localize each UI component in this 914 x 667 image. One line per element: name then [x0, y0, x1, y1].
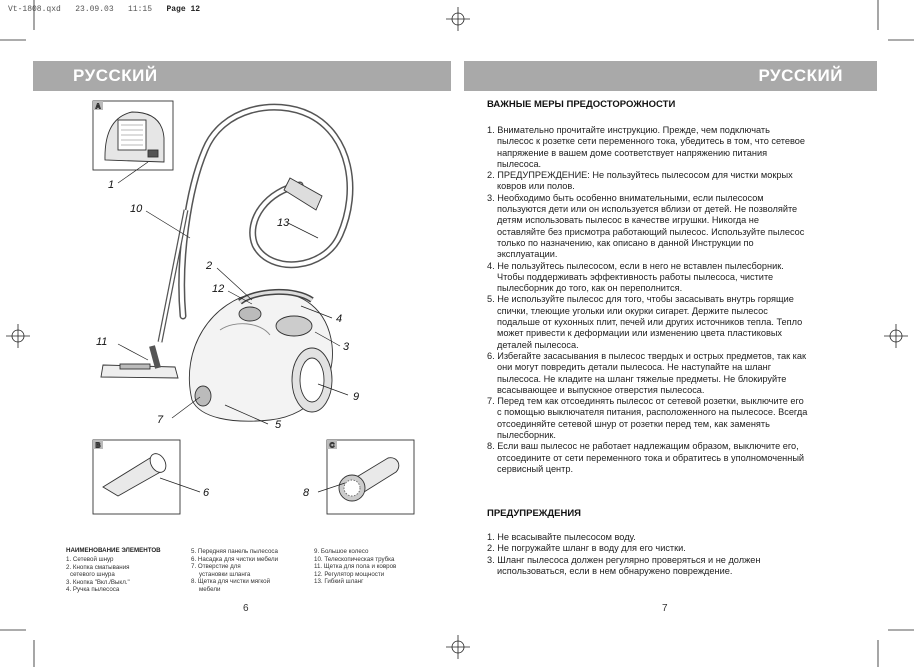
- callout-7: 7: [157, 414, 164, 426]
- callout-11: 11: [96, 336, 108, 348]
- callout-1: 1: [108, 179, 115, 191]
- parts-item: мебели: [199, 585, 221, 593]
- callout-4: 4: [336, 313, 343, 325]
- list-line: ковров или полов.: [497, 181, 575, 192]
- box-b-label: B: [95, 442, 101, 450]
- list-line: пылесборник.: [497, 430, 556, 441]
- list-line: пылесос к розетке сети переменного тока, убедитесь в том, что сетевое: [497, 136, 805, 147]
- crosshair-icon: [884, 324, 908, 348]
- parts-item: 4. Ручка пылесоса: [66, 586, 120, 594]
- list-line: подальше от кухонных плит, печей или других источников тепла. Тепло: [497, 317, 803, 328]
- crosshair-icon: [6, 324, 30, 348]
- precautions-title: ВАЖНЫЕ МЕРЫ ПРЕДОСТОРОЖНОСТИ: [487, 99, 676, 110]
- list-line: с помощью выключателя питания, расположенного на пылесосе. Всегда: [497, 407, 808, 418]
- list-line: 4. Не пользуйтесь пылесосом, если в него не вставлен пылесборник.: [487, 260, 784, 271]
- list-line: пользуются дети или он используется вблизи от детей. Не позволяйте: [497, 204, 798, 215]
- list-line: 3. Шланг пылесоса должен регулярно проверяться и не должен: [487, 554, 761, 565]
- box-a-label: A: [95, 103, 101, 111]
- list-line: детям использовать пылесос в качестве игрушки. Никогда не: [497, 215, 759, 226]
- list-line: отсоедините от сети переменного тока и обратитесь в уполномоченный: [497, 452, 805, 463]
- parts-item: 10. Телескопическая трубка: [314, 555, 395, 563]
- list-line: 7. Перед тем как отсоединять пылесос от сетевой розетки, выключите его: [487, 396, 804, 407]
- callout-5: 5: [275, 419, 282, 431]
- warnings-list: [487, 532, 867, 577]
- slug-date: 23.09.03: [75, 5, 114, 14]
- list-line: Чтобы поддерживать эффективность работы пылесоса, чистите: [497, 271, 774, 282]
- parts-item: сетевого шнура: [70, 571, 115, 579]
- list-line: 2. ПРЕДУПРЕЖДЕНИЕ: Не пользуйтесь пылесосом для чистки мокрых: [487, 170, 793, 181]
- left-page-number: 6: [243, 603, 249, 614]
- warnings-title: ПРЕДУПРЕЖДЕНИЯ: [487, 508, 582, 519]
- list-line: они могут повредить детали пылесоса. Не наступайте на шланг: [497, 362, 772, 373]
- list-line: пылесборник до того, как он переполнится.: [497, 283, 683, 294]
- list-line: напряжение в вашем доме соответствует напряжению питания: [497, 147, 768, 158]
- crosshair-icon: [446, 635, 470, 659]
- callout-12: 12: [212, 283, 225, 295]
- list-line: эксплуатации.: [497, 249, 558, 260]
- list-line: использоваться, если в нем обнаружено повреждение.: [497, 565, 733, 576]
- callout-8: 8: [303, 487, 310, 499]
- list-line: только по назначению, как описано в данной Инструкции по: [497, 237, 754, 248]
- slug-page: Page 12: [166, 5, 201, 14]
- right-language-banner: [464, 61, 877, 91]
- parts-list-col2: [191, 548, 278, 594]
- parts-item: 6. Насадка для чистки мебели: [191, 555, 279, 563]
- list-line: всасывающее и выпускное отверстия пылесоса.: [497, 384, 705, 395]
- callout-9: 9: [353, 391, 360, 403]
- right-page-number: 7: [662, 603, 668, 614]
- parts-item: 5. Передняя панель пылесоса: [191, 548, 278, 555]
- vacuum-cleaner-illustration: [60, 96, 440, 526]
- list-line: сервисный центр.: [497, 463, 573, 474]
- list-line: пылесоса. Не кладите на шланг тяжелые предметы. Не блокируйте: [497, 373, 787, 384]
- list-line: 8. Если ваш пылесос не работает надлежащим образом, выключите его,: [487, 441, 799, 452]
- slug-time: 11:15: [128, 5, 153, 14]
- parts-list-col3: [314, 548, 396, 586]
- list-line: 5. Не используйте пылесос для того, чтобы засасывать внутрь горящие: [487, 294, 794, 305]
- list-line: отсоединяйте сетевой шнур от розетки перед тем, как заменять: [497, 418, 770, 429]
- parts-list-title: НАИМЕНОВАНИЕ ЭЛЕМЕНТОВ: [66, 547, 161, 554]
- list-line: может привести к деформации или изменению цвета пластиковых: [497, 328, 783, 339]
- list-line: 6. Избегайте засасывания в пылесос твердых и острых предметов, так как: [487, 350, 807, 361]
- callout-2: 2: [206, 260, 213, 272]
- callout-10: 10: [130, 203, 143, 215]
- parts-item: 13. Гибкий шланг: [314, 578, 364, 586]
- callout-13: 13: [277, 217, 290, 229]
- left-language-banner: [33, 61, 451, 91]
- left-banner-title: РУССКИЙ: [73, 66, 158, 85]
- parts-item: 12. Регулятор мощности: [314, 570, 385, 578]
- box-c-label: C: [329, 442, 335, 450]
- list-line: 2. Не погружайте шланг в воду для его чистки.: [487, 543, 686, 554]
- slug-file: Vt-1808.qxd: [8, 5, 61, 14]
- crosshair-icon: [446, 7, 470, 31]
- parts-list-col1: [66, 556, 130, 594]
- list-line: пылесоса.: [497, 158, 542, 169]
- list-line: 1. Внимательно прочитайте инструкцию. Прежде, чем подключать: [487, 125, 770, 135]
- parts-item: 8. Щетка для чистки мягкой: [191, 578, 271, 586]
- parts-item: 9. Большое колесо: [314, 548, 369, 555]
- list-line: оставляйте без присмотра работающий пылесос. Используйте пылесос: [497, 226, 805, 237]
- parts-item: 7. Отверстие для: [191, 563, 241, 571]
- parts-item: 11. Щетка для пола и ковров: [314, 563, 397, 571]
- list-line: спички, тлеющие угольки или окурки сигарет. Держите пылесос: [497, 305, 768, 316]
- parts-item: 3. Кнопка "Вкл./Выкл.": [66, 578, 130, 586]
- list-line: деталей пылесоса.: [497, 339, 579, 350]
- parts-item: 2. Кнопка сматывания: [66, 563, 130, 571]
- list-line: 1. Не всасывайте пылесосом воду.: [487, 532, 636, 542]
- parts-item: установки шланга: [199, 570, 251, 578]
- list-line: 3. Необходимо быть особенно внимательными, если пылесосом: [487, 192, 764, 203]
- parts-item: 1. Сетевой шнур: [66, 556, 114, 563]
- callout-6: 6: [203, 487, 210, 499]
- callout-3: 3: [343, 341, 350, 353]
- precautions-list: [487, 125, 867, 475]
- right-banner-title: РУССКИЙ: [758, 66, 843, 85]
